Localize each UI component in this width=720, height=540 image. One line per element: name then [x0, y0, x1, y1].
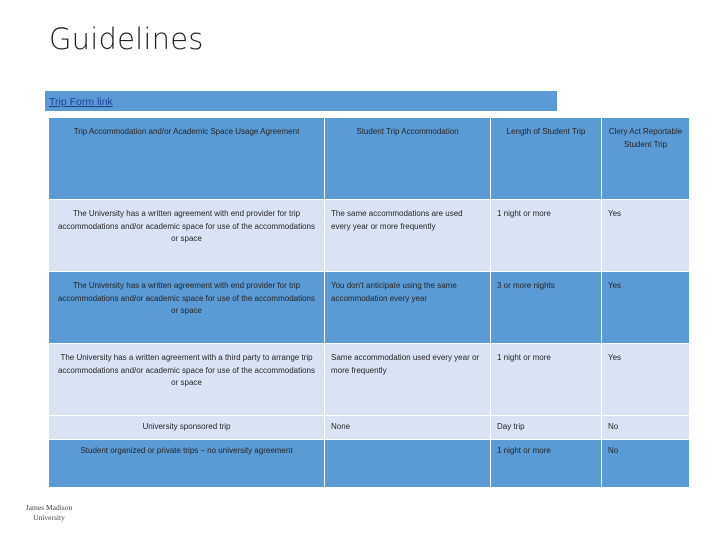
cell-accommodation: You don't anticipate using the same accommodation every year: [325, 272, 491, 344]
cell-reportable: Yes: [602, 272, 690, 344]
trip-form-link-bar: [45, 91, 557, 111]
page-title: Guidelines: [49, 22, 204, 56]
cell-reportable: Yes: [602, 200, 690, 272]
cell-accommodation: None: [325, 416, 491, 440]
cell-agreement: The University has a written agreement with end provider for trip accommodations and/or academic space for use of the accommodations or space: [49, 200, 325, 272]
cell-agreement: The University has a written agreement with a third party to arrange trip accommodations and/or academic space for use of the accommodations or space: [49, 344, 325, 416]
header-student-trip-accommodation: Student Trip Accommodation: [325, 118, 491, 200]
trip-form-link[interactable]: Trip Form link: [49, 96, 113, 108]
cell-agreement: University sponsored trip: [49, 416, 325, 440]
table-row: [49, 416, 690, 440]
cell-agreement: The University has a written agreement with end provider for trip accommodations and/or academic space for use of the accommodations or space: [49, 272, 325, 344]
cell-length: Day trip: [491, 416, 602, 440]
table-row: [49, 272, 690, 344]
cell-reportable: Yes: [602, 344, 690, 416]
university-logo: James Madison University: [25, 503, 73, 522]
table-header-row: [49, 118, 690, 200]
header-accommodation-agreement: Trip Accommodation and/or Academic Space Usage Agreement: [49, 118, 325, 200]
cell-reportable: No: [602, 416, 690, 440]
table-row: [49, 440, 690, 488]
cell-length: 1 night or more: [491, 344, 602, 416]
header-length-of-trip: Length of Student Trip: [491, 118, 602, 200]
table-row: [49, 200, 690, 272]
cell-length: 1 night or more: [491, 440, 602, 488]
header-clery-reportable: Clery Act Reportable Student Trip: [602, 118, 690, 200]
cell-length: 3 or more nights: [491, 272, 602, 344]
cell-reportable: No: [602, 440, 690, 488]
guidelines-table: [49, 118, 690, 488]
cell-accommodation: Same accommodation used every year or more frequently: [325, 344, 491, 416]
table-row: [49, 344, 690, 416]
cell-length: 1 night or more: [491, 200, 602, 272]
cell-accommodation: The same accommodations are used every year or more frequently: [325, 200, 491, 272]
cell-accommodation: [325, 440, 491, 488]
cell-agreement: Student organized or private trips – no university agreement: [49, 440, 325, 488]
